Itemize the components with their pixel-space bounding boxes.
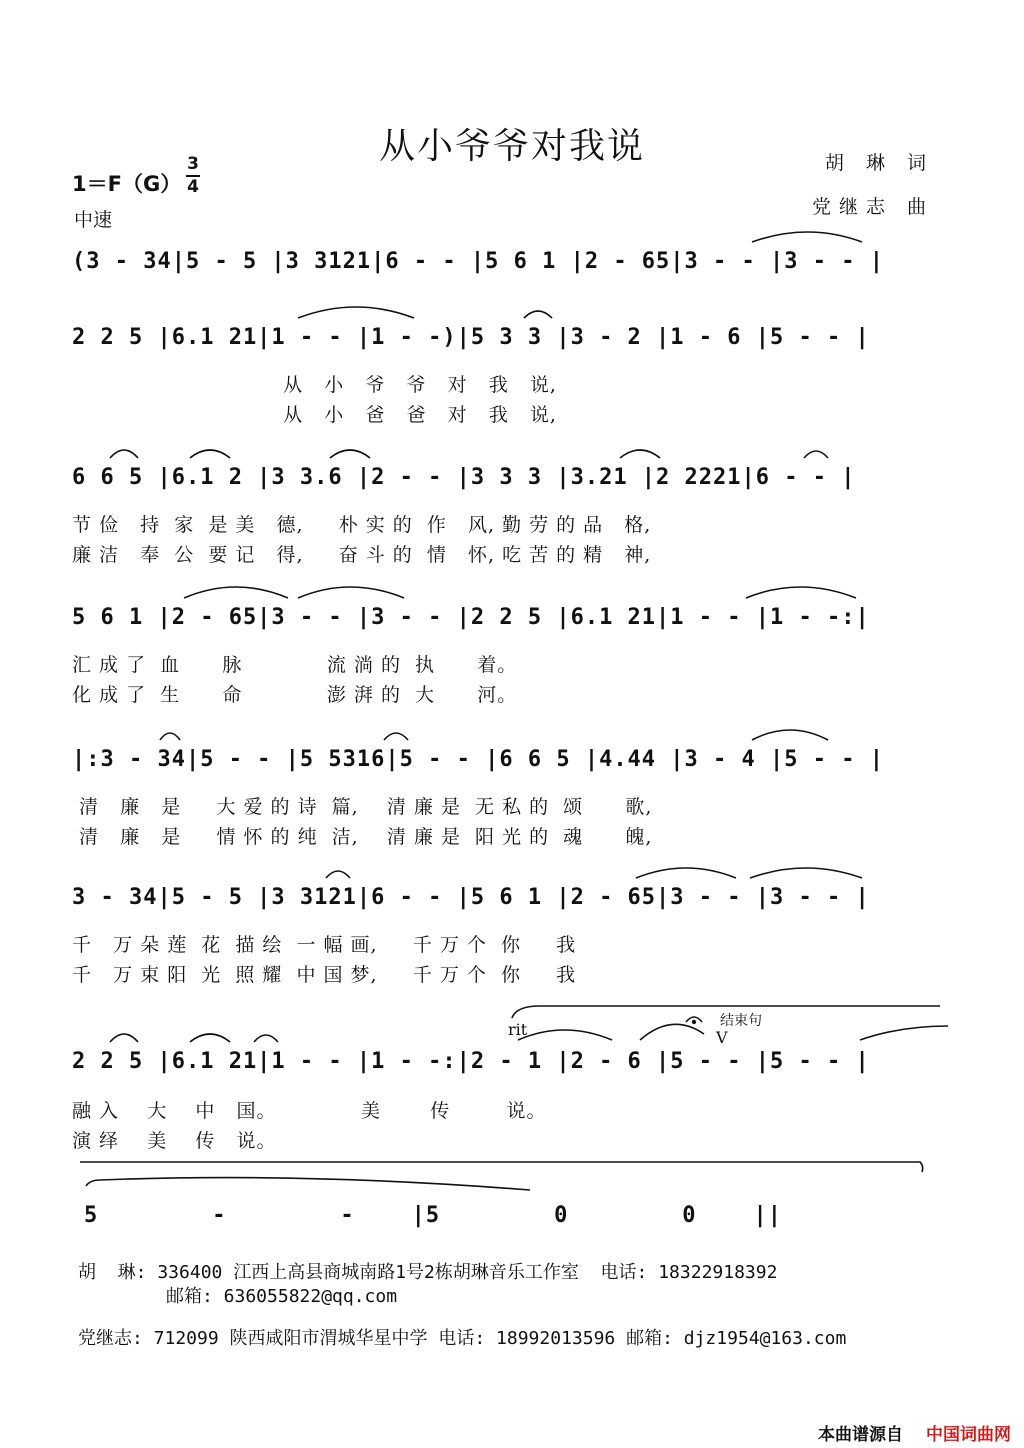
tie-arc	[298, 587, 404, 598]
lyrics-verse-1: 千 万 朵 莲 花 描 绘 一 幅 画, 千 万 个 你 我	[72, 934, 577, 956]
footer-contact-lyricist: 胡 琳: 336400 江西上高县商城南路1号2栋胡琳音乐工作室 电话: 18322918392	[78, 1262, 778, 1283]
footer-email-lyricist: 邮箱: 636055822@qq.com	[166, 1286, 398, 1307]
slur-arc	[524, 311, 552, 318]
staff-notes: 2 2 5 |6.1 21|1 - - |1 - -:|2 - 1 |2 - 6 |5 - - |5 - - |	[72, 1049, 870, 1074]
staff-notes: 6 6 5 |6.1 2 |3 3.6 |2 - - |3 3 3 |3.21 |2 2221|6 - - |	[72, 465, 856, 490]
tie-arc	[636, 868, 736, 878]
tie-arc	[86, 1178, 530, 1190]
footer-contact-composer: 党继志: 712099 陕西咸阳市渭城华星中学 电话: 18992013596 邮箱: djz1954@163.com	[78, 1328, 847, 1349]
staff-notes: 3 - 34|5 - 5 |3 3121|6 - - |5 6 1 |2 - 65|3 - - |3 - - |	[72, 885, 870, 910]
staff-notes: (3 - 34|5 - 5 |3 3121|6 - - |5 6 1 |2 - 65|3 - - |3 - - |	[72, 249, 884, 274]
tie-arc	[298, 307, 414, 318]
slur-arc	[190, 450, 230, 458]
staff-notes: 5 6 1 |2 - 65|3 - - |3 - - |2 2 5 |6.1 21|1 - - |1 - -:|	[72, 605, 870, 630]
lyrics-verse-2: 化 成 了 生 命 澎 湃 的 大 河。	[72, 684, 518, 706]
slur-arc	[518, 1030, 612, 1040]
lyrics-verse-1: 融 入 大 中 国。 美 传 说。	[72, 1100, 547, 1122]
lyrics-verse-1: 汇 成 了 血 脉 流 淌 的 执 着。	[72, 654, 518, 676]
lyrics-verse-2: 千 万 束 阳 光 照 耀 中 国 梦, 千 万 个 你 我	[72, 964, 577, 986]
slur-arc	[110, 1034, 138, 1042]
slur-arc	[160, 733, 180, 740]
slur-arc	[752, 730, 828, 740]
composer-credit: 党继志 曲	[811, 196, 934, 218]
time-signature-top: 3	[187, 154, 199, 174]
tie-arc	[752, 232, 862, 242]
slur-arc	[326, 871, 350, 878]
slur-arc	[620, 450, 660, 458]
slur-arc	[110, 450, 138, 458]
slur-arc	[254, 1035, 278, 1042]
staff-notes: |:3 - 34|5 - - |5 5316|5 - - |6 6 5 |4.44 |3 - 4 |5 - - |	[72, 747, 884, 772]
staff-notes: 5 - - |5 0 0 ||	[84, 1203, 783, 1228]
slur-arc	[330, 450, 370, 458]
lyrics-verse-2: 演 绎 美 传 说。	[72, 1130, 277, 1152]
time-signature-bottom: 4	[187, 177, 199, 197]
slur-arc	[640, 1024, 704, 1040]
rit-marking: rit	[508, 1020, 528, 1039]
slur-arc	[804, 451, 828, 458]
lyrics-verse-2: 从 小 爸 爸 对 我 说,	[72, 404, 557, 426]
lyricist-credit: 胡 琳 词	[824, 152, 934, 174]
tie-arc	[860, 1026, 948, 1040]
page-title: 从小爷爷对我说	[378, 126, 645, 167]
tempo-marking: 中速	[74, 209, 113, 231]
lyrics-verse-1: 节 俭 持 家 是 美 德, 朴 实 的 作 风, 勤 劳 的 品 格,	[72, 514, 652, 536]
breath-mark: V	[716, 1028, 728, 1047]
rit-line	[512, 1006, 940, 1018]
tie-arc	[746, 587, 856, 598]
ending-phrase-label: 结束句	[720, 1013, 762, 1029]
slur-arc	[190, 1034, 230, 1042]
tie-arc	[184, 587, 288, 598]
tie-arc	[80, 1162, 923, 1172]
lyrics-verse-1: 从 小 爷 爷 对 我 说,	[72, 374, 557, 396]
source-site-link[interactable]: 中国词曲网	[926, 1425, 1011, 1445]
tie-arc	[750, 868, 862, 878]
fermata-dot-icon	[692, 1020, 696, 1024]
slur-arc	[384, 733, 408, 740]
key-signature: 1＝F（G）	[72, 172, 182, 196]
lyrics-verse-1: 清 廉 是 大 爱 的 诗 篇, 清 廉 是 无 私 的 颂 歌,	[72, 796, 653, 818]
lyrics-verse-2: 廉 洁 奉 公 要 记 得, 奋 斗 的 情 怀, 吃 苦 的 精 神,	[72, 544, 652, 566]
lyrics-verse-2: 清 廉 是 情 怀 的 纯 洁, 清 廉 是 阳 光 的 魂 魄,	[72, 826, 653, 848]
source-label: 本曲谱源自	[818, 1425, 903, 1445]
staff-notes: 2 2 5 |6.1 21|1 - - |1 - -)|5 3 3 |3 - 2 |1 - 6 |5 - - |	[72, 325, 870, 350]
